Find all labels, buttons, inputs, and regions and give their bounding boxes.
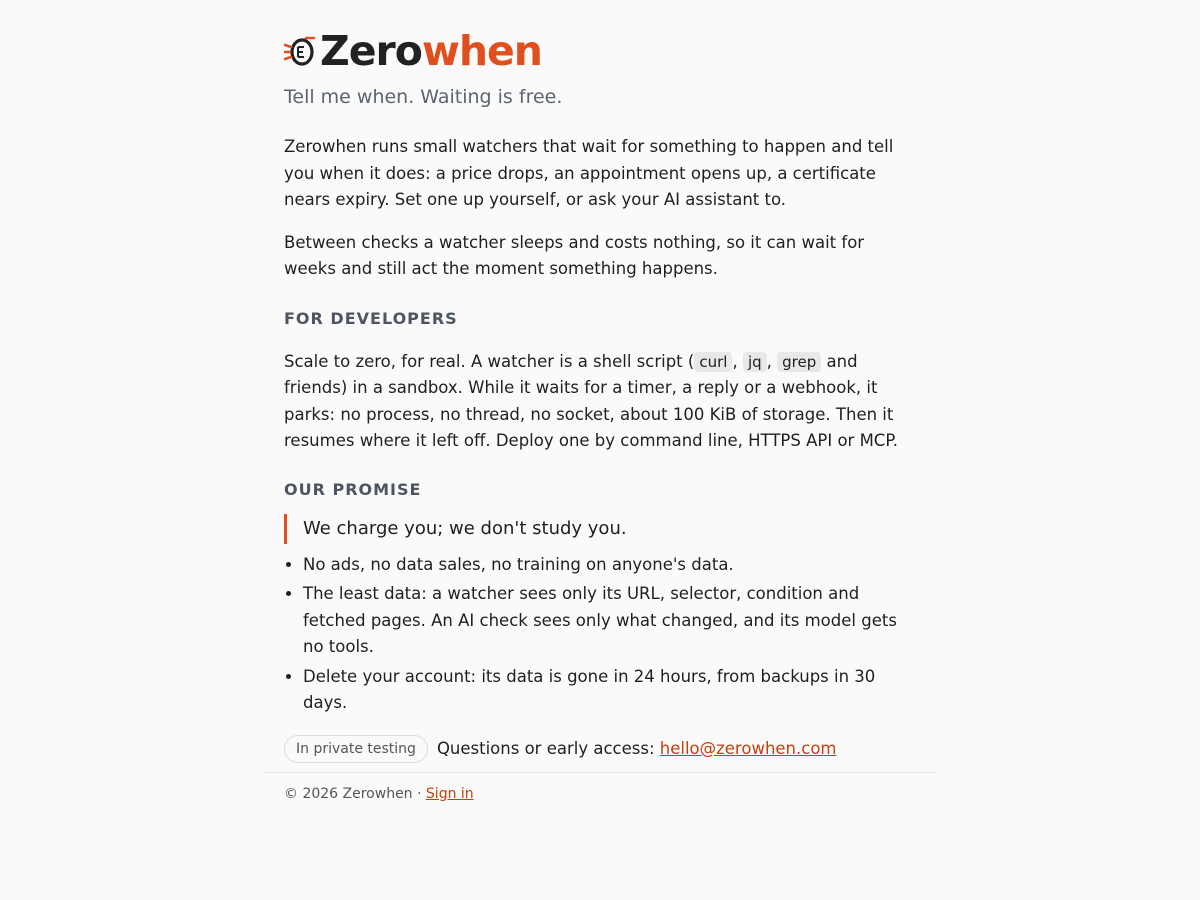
developers-paragraph: [284, 349, 916, 455]
promise-list: [284, 552, 916, 717]
stopwatch-icon: [284, 35, 318, 69]
list-item: • The least data: a watcher sees only its URL, selector, condition and fetched pages. An AI check sees only what changed, and its model gets no tools.: [303, 581, 916, 661]
main-content: [264, 28, 936, 763]
email-link[interactable]: hello@zerowhen.com: [659, 738, 837, 758]
intro-paragraph-1: Zerowhen runs small watchers that wait for something to happen and tell you when it does: a price drops, an appointment opens up, a certificate nears expiry. Set one up yourself, or ask your AI assistant to.: [284, 137, 894, 209]
status-badge: In private testing: [284, 735, 428, 763]
page-container: [264, 0, 936, 804]
footer: [264, 784, 936, 804]
intro-paragraph-2: Between checks a watcher sleeps and costs nothing, so it can wait for weeks and still act the moment something happens.: [284, 232, 865, 278]
copyright-text: © 2026 Zerowhen ·: [284, 785, 426, 802]
contact-label: Questions or early access:: [436, 738, 655, 758]
footer-divider: [264, 772, 936, 773]
code-jq: jq: [743, 352, 767, 372]
list-item: • No ads, no data sales, no training on anyone's data.: [303, 552, 916, 579]
brand-name-part2: when: [421, 27, 542, 75]
code-separator-1: ,: [732, 351, 743, 371]
promise-quote: We charge you; we don't study you.: [284, 514, 916, 544]
tagline: Tell me when. Waiting is free.: [284, 86, 563, 108]
developers-text-before: Scale to zero, for real. A watcher is a shell script (: [284, 351, 695, 371]
code-curl: curl: [694, 352, 732, 372]
developers-text-after: and friends) in a sandbox. While it waits for a timer, a reply or a webhook, it parks: no process, no thread, no socket, about 100 KiB of storage. Then it resumes where it left off. Deploy one by command line, HTTPS API or MCP.: [284, 351, 898, 450]
sign-in-link[interactable]: Sign in: [425, 785, 474, 802]
list-item: • Delete your account: its data is gone in 24 hours, from backups in 30 days.: [303, 664, 916, 717]
code-grep: grep: [777, 352, 821, 372]
contact-row: [284, 735, 916, 763]
developers-heading: FOR DEVELOPERS: [284, 308, 458, 328]
brand-name: [320, 28, 542, 74]
brand-name-part1: Zero: [320, 27, 422, 75]
code-separator-2: ,: [766, 351, 778, 371]
promise-heading: OUR PROMISE: [284, 479, 422, 499]
brand-logo[interactable]: [284, 28, 916, 74]
